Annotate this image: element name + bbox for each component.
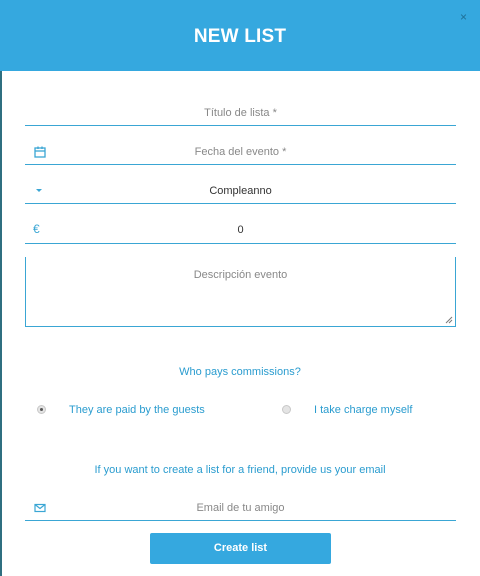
create-list-button[interactable]: Create list [150,533,331,564]
list-title-input[interactable]: Título de lista * [204,107,277,119]
commissions-question: Who pays commissions? [179,366,301,378]
list-title-field[interactable] [25,100,456,126]
radio-guests[interactable] [37,405,46,414]
description-placeholder: Descripción evento [193,269,288,281]
radio-guests-label[interactable]: They are paid by the guests [69,404,205,416]
friend-email-field[interactable] [25,495,456,521]
resize-handle-icon[interactable] [445,316,453,324]
event-type-select[interactable] [25,178,456,204]
amount-field[interactable] [25,217,456,244]
radio-myself[interactable] [282,405,291,414]
friend-email-input[interactable]: Email de tu amigo [196,502,285,514]
backdrop-edge [0,0,2,576]
amount-input[interactable]: 0 [237,224,244,236]
description-textarea[interactable] [25,257,456,327]
radio-myself-label[interactable]: I take charge myself [314,404,413,416]
event-date-field[interactable] [25,139,456,165]
modal-header [0,0,480,71]
euro-icon: € [33,222,40,236]
event-date-input[interactable]: Fecha del evento * [194,146,287,158]
close-icon[interactable]: × [459,10,467,24]
modal-title: NEW LIST [193,26,287,47]
event-type-value[interactable]: Compleanno [209,185,272,197]
friend-email-prompt: If you want to create a list for a friend, provide us your email [94,464,386,476]
